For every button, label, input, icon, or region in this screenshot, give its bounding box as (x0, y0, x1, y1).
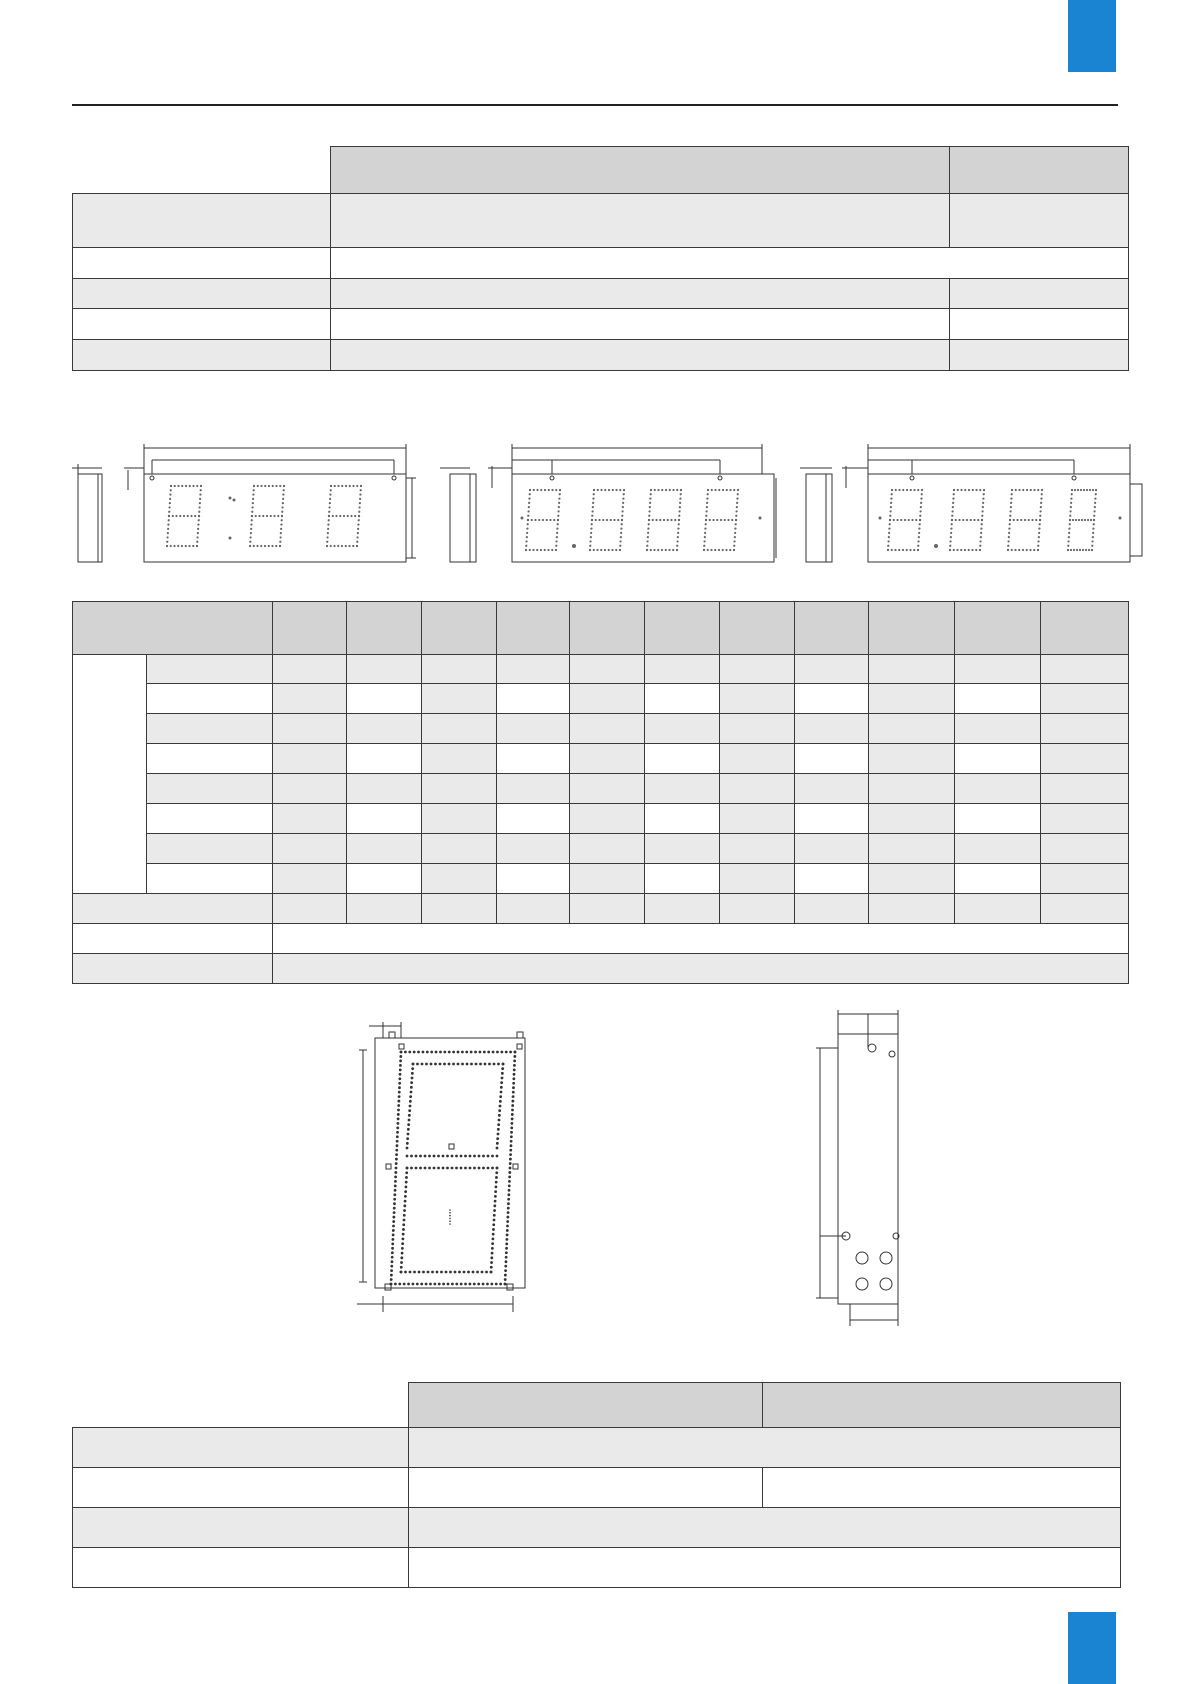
table-cell (497, 834, 570, 864)
table-cell (720, 834, 795, 864)
row-label-cell (147, 804, 273, 834)
table-cell (422, 864, 497, 894)
row-label-cell (73, 340, 331, 371)
table-cell (869, 774, 955, 804)
row-label-cell (147, 834, 273, 864)
table-cell (955, 774, 1041, 804)
table-header-row (73, 602, 1129, 655)
table-row (73, 954, 1129, 984)
table-cell (645, 864, 720, 894)
table-cell (422, 744, 497, 774)
chapter-tab-bottom (1068, 1612, 1116, 1684)
table-cell (869, 684, 955, 714)
row-label-cell (73, 248, 331, 279)
table-cell (422, 834, 497, 864)
header-cell (347, 602, 422, 655)
table-cell (869, 864, 955, 894)
table-cell (869, 744, 955, 774)
header-cell (763, 1383, 1121, 1428)
table-cell (347, 655, 422, 684)
module-board (375, 1038, 525, 1288)
table-cell (273, 714, 347, 744)
table-cell (645, 744, 720, 774)
table-cell (273, 774, 347, 804)
table-cell (950, 309, 1129, 340)
table-cell (347, 684, 422, 714)
table-cell (950, 279, 1129, 309)
header-cell (955, 602, 1041, 655)
dimensions-table (72, 601, 1129, 984)
table-cell (347, 804, 422, 834)
table-cell (422, 774, 497, 804)
header-cell (645, 602, 720, 655)
row-label-cell (73, 309, 331, 340)
table-cell (422, 714, 497, 744)
table-cell (795, 834, 869, 864)
header-cell (497, 602, 570, 655)
table-cell (331, 340, 950, 371)
header-cell (422, 602, 497, 655)
table-cell (955, 684, 1041, 714)
header-cell (950, 147, 1129, 194)
table-cell (497, 864, 570, 894)
table-cell (1041, 864, 1129, 894)
table-row (73, 744, 1129, 774)
table-cell (347, 774, 422, 804)
table-cell (795, 864, 869, 894)
spec-table-bottom (72, 1382, 1121, 1588)
header-cell (720, 602, 795, 655)
table-row (73, 309, 1129, 340)
table-cell-merged (273, 924, 1129, 954)
header-rule (72, 104, 1118, 106)
table-cell (1041, 834, 1129, 864)
header-cell (409, 1383, 763, 1428)
table-cell (497, 744, 570, 774)
table-cell (347, 864, 422, 894)
table-cell (795, 774, 869, 804)
table-cell-merged (273, 954, 1129, 984)
row-label-cell (147, 655, 273, 684)
table-cell (763, 1468, 1121, 1508)
table-row (73, 804, 1129, 834)
table-cell-merged (331, 248, 1129, 279)
table-row (73, 248, 1129, 279)
group-label-cell (73, 655, 147, 894)
table-cell (795, 655, 869, 684)
header-cell (331, 147, 950, 194)
digit-dots (879, 489, 1122, 551)
table-cell (347, 834, 422, 864)
header-cell (1041, 602, 1129, 655)
table-cell-merged (409, 1508, 1121, 1548)
header-cell (869, 602, 955, 655)
table-cell (570, 834, 645, 864)
row-label-cell (73, 924, 273, 954)
table-cell (331, 309, 950, 340)
header-cell (73, 602, 273, 655)
table-cell-merged (409, 1548, 1121, 1588)
row-label-cell (147, 744, 273, 774)
table-cell (273, 655, 347, 684)
table-row (73, 1508, 1121, 1548)
table-cell (645, 804, 720, 834)
table-cell (645, 655, 720, 684)
row-label-cell (147, 864, 273, 894)
row-label-cell (147, 714, 273, 744)
table-row (73, 1468, 1121, 1508)
table-cell (570, 655, 645, 684)
table-cell (955, 655, 1041, 684)
table-cell (1041, 804, 1129, 834)
six-digit-clock-drawing (800, 438, 1145, 570)
table-cell (720, 744, 795, 774)
table-cell (331, 194, 950, 248)
table-cell (645, 714, 720, 744)
table-cell (497, 655, 570, 684)
row-label-cell (73, 1548, 409, 1588)
table-cell (720, 774, 795, 804)
table-cell (570, 804, 645, 834)
table-cell (497, 684, 570, 714)
side-view-body (450, 474, 476, 562)
table-row (73, 924, 1129, 954)
table-cell (795, 714, 869, 744)
row-label-cell (73, 279, 331, 309)
seven-segment-digit-drawing (355, 1020, 545, 1316)
table-cell (1041, 714, 1129, 744)
table-row (73, 714, 1129, 744)
table-cell (720, 714, 795, 744)
chapter-tab-top (1068, 0, 1116, 72)
table-row (73, 340, 1129, 371)
table-row (73, 1548, 1121, 1588)
table-row (73, 655, 1129, 684)
table-row (73, 774, 1129, 804)
table-header-row (73, 1383, 1121, 1428)
front-panel (868, 474, 1130, 562)
header-cell (795, 602, 869, 655)
table-cell (720, 864, 795, 894)
table-cell (720, 804, 795, 834)
table-header-row (73, 147, 1129, 194)
table-cell (1041, 684, 1129, 714)
row-label-cell (73, 1428, 409, 1468)
table-cell (955, 834, 1041, 864)
table-cell (570, 714, 645, 744)
table-cell (869, 714, 955, 744)
table-corner (73, 1383, 409, 1428)
five-digit-clock-drawing (440, 438, 780, 570)
table-cell (955, 864, 1041, 894)
table-cell (955, 804, 1041, 834)
side-view-body (806, 474, 832, 562)
table-cell (869, 655, 955, 684)
table-cell (1041, 655, 1129, 684)
table-cell (497, 714, 570, 744)
table-cell (273, 834, 347, 864)
table-cell (497, 774, 570, 804)
segment-dots (390, 1051, 517, 1286)
table-row (73, 279, 1129, 309)
digit-dots (166, 485, 362, 547)
table-cell (795, 744, 869, 774)
table-cell (1041, 774, 1129, 804)
table-cell (795, 804, 869, 834)
table-cell (570, 774, 645, 804)
table-cell (570, 684, 645, 714)
table-cell (422, 655, 497, 684)
table-cell (422, 684, 497, 714)
digit-dots (521, 489, 762, 551)
table-cell (497, 804, 570, 834)
table-cell (347, 744, 422, 774)
table-corner (73, 147, 331, 194)
table-cell (409, 1468, 763, 1508)
table-row (73, 864, 1129, 894)
row-label-cell (147, 774, 273, 804)
table-cell (950, 340, 1129, 371)
front-panel (144, 474, 406, 562)
table-cell (1041, 744, 1129, 774)
header-cell (570, 602, 645, 655)
side-bracket-drawing (810, 1008, 920, 1348)
spec-table-top (72, 146, 1129, 371)
table-cell (955, 714, 1041, 744)
row-label-cell (73, 1508, 409, 1548)
row-label-cell (147, 684, 273, 714)
table-cell (720, 655, 795, 684)
table-cell (950, 194, 1129, 248)
row-label-cell (73, 954, 273, 984)
table-cell (422, 804, 497, 834)
table-cell (645, 834, 720, 864)
row-label-cell (73, 194, 331, 248)
table-cell (720, 684, 795, 714)
table-cell (347, 714, 422, 744)
table-cell (570, 864, 645, 894)
row-label-cell (73, 1468, 409, 1508)
four-digit-clock-drawing (72, 438, 417, 570)
table-cell (273, 804, 347, 834)
table-cell (645, 774, 720, 804)
table-cell-merged (409, 1428, 1121, 1468)
table-cell (955, 744, 1041, 774)
table-cell (331, 279, 950, 309)
front-panel (512, 474, 774, 562)
table-cell (273, 744, 347, 774)
table-row (73, 894, 1129, 924)
table-row (73, 684, 1129, 714)
header-cell (273, 602, 347, 655)
table-cell (273, 684, 347, 714)
table-row (73, 1428, 1121, 1468)
table-cell (869, 834, 955, 864)
row-label-cell (73, 894, 273, 924)
table-cell (645, 684, 720, 714)
table-row (73, 834, 1129, 864)
table-cell (869, 804, 955, 834)
table-cell (795, 684, 869, 714)
table-row (73, 194, 1129, 248)
table-cell (570, 744, 645, 774)
table-cell (273, 864, 347, 894)
